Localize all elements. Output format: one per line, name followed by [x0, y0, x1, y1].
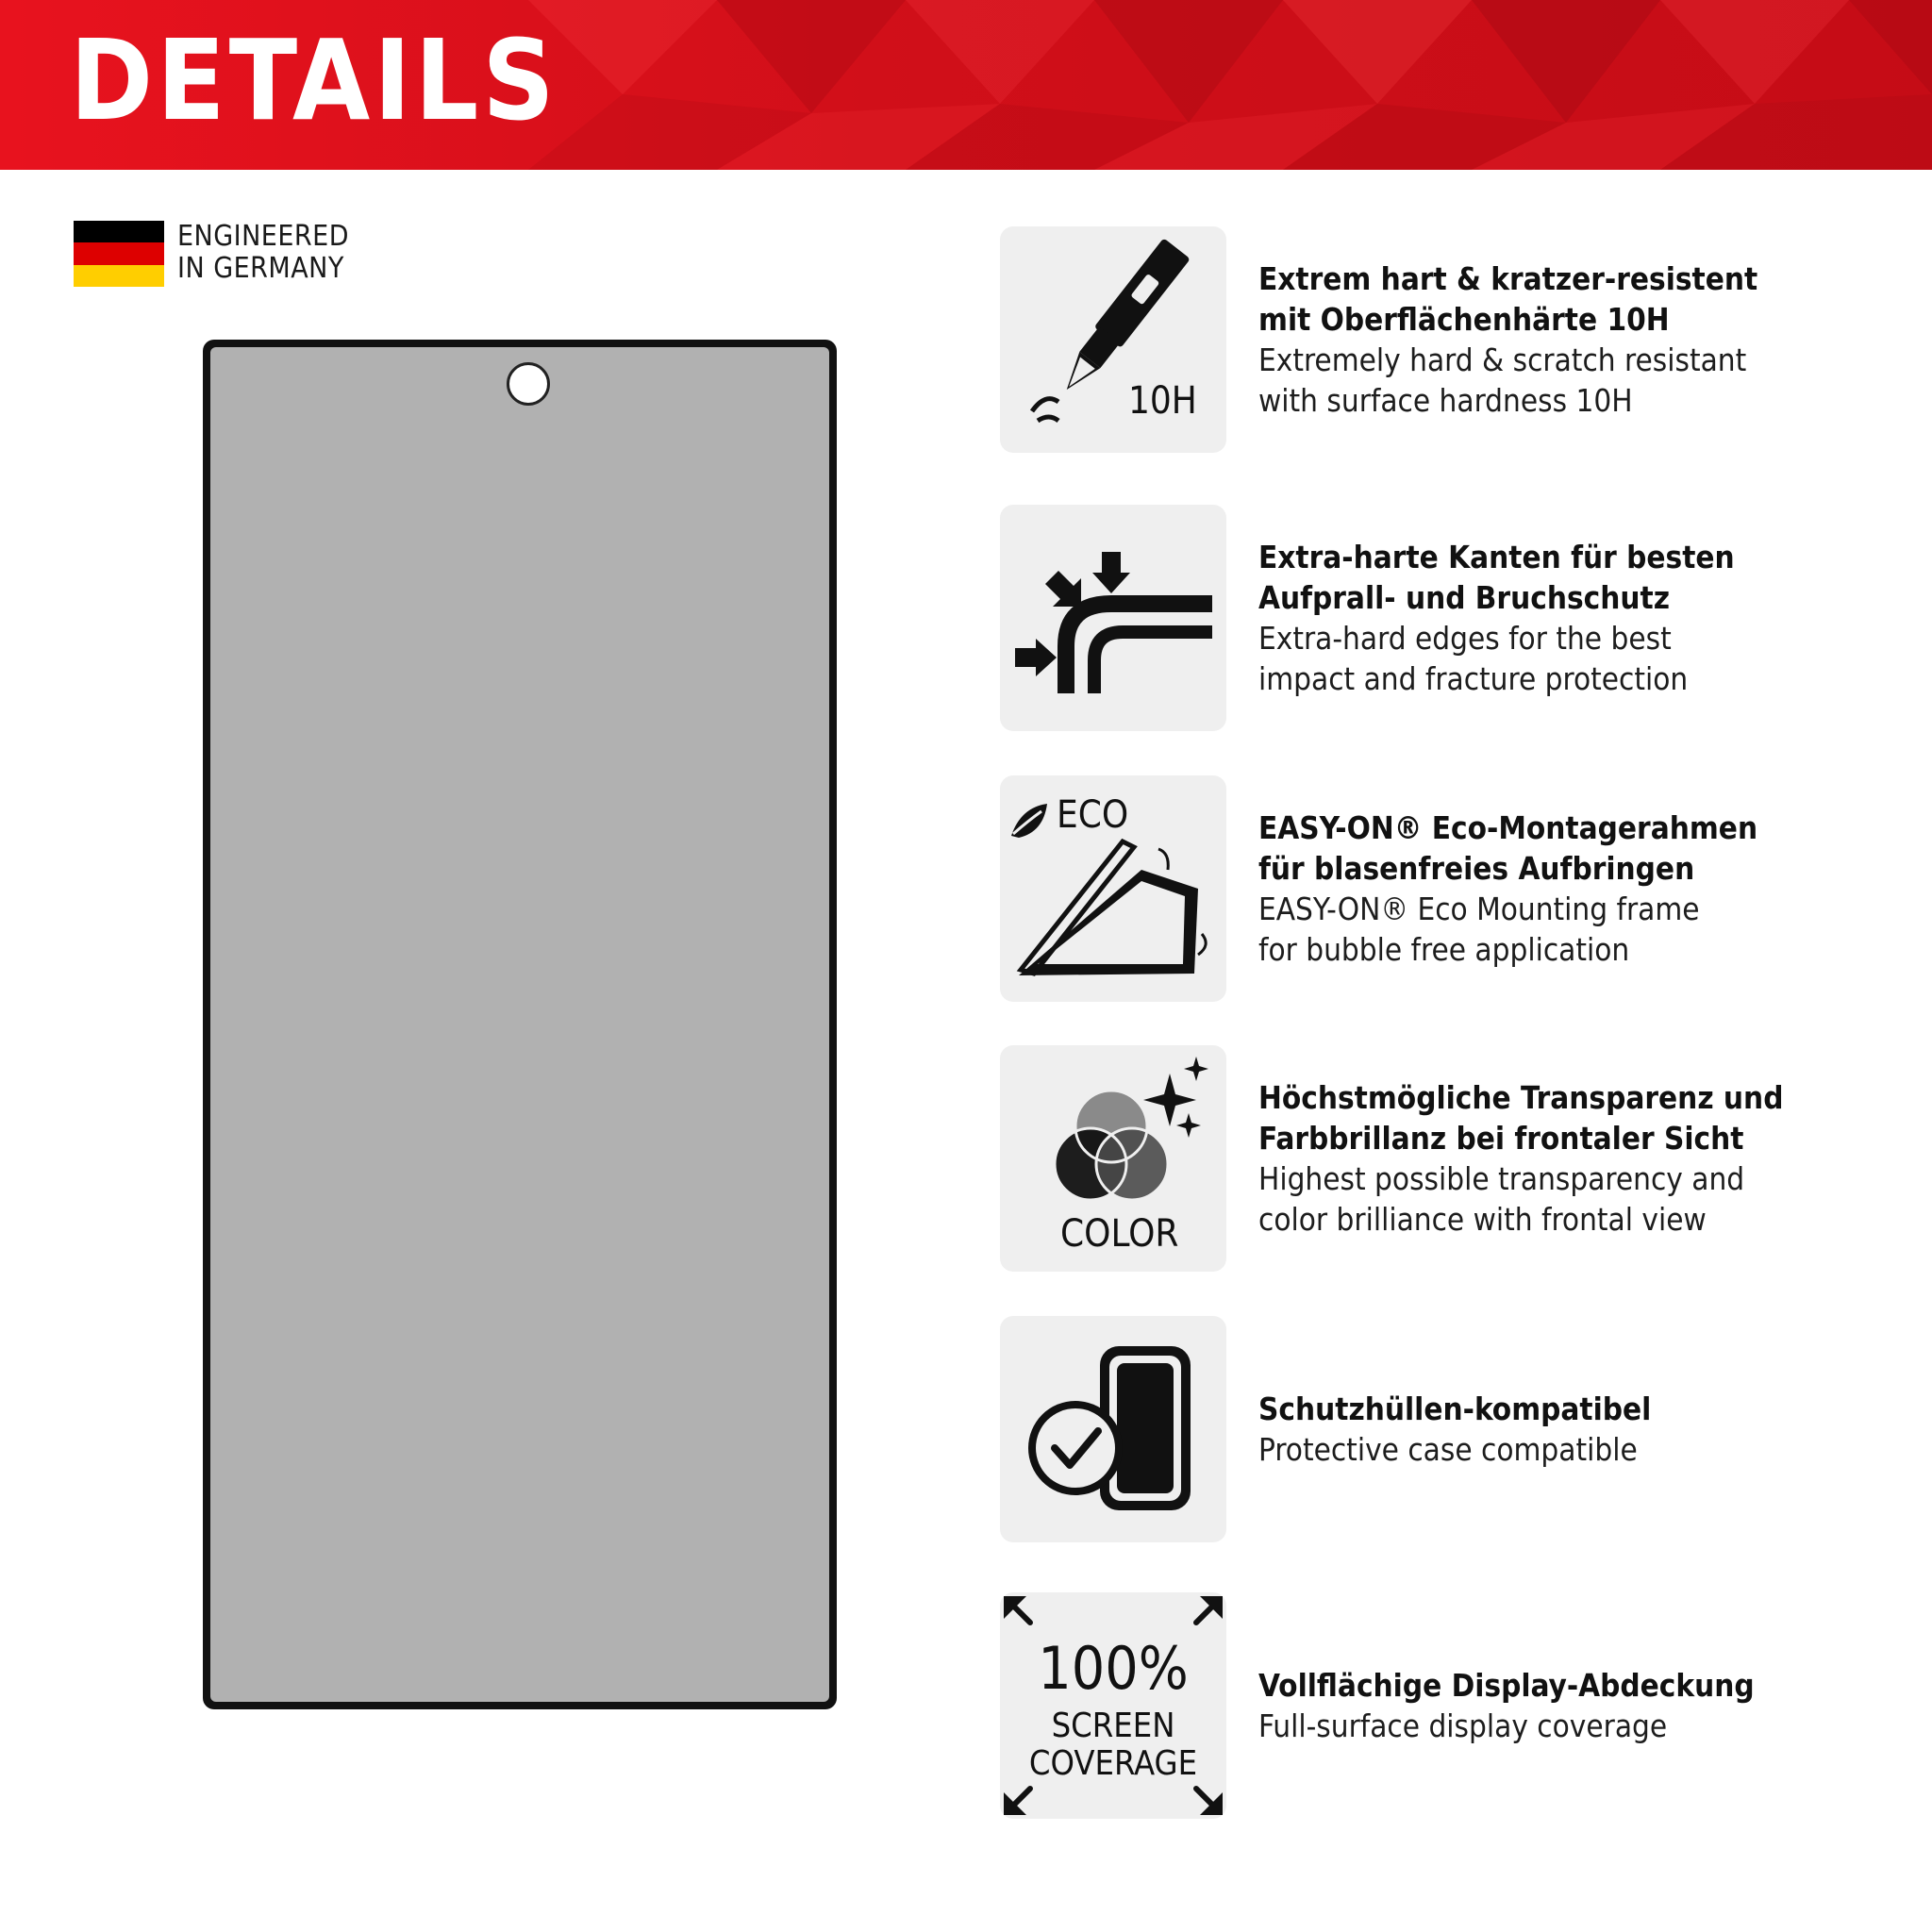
text-line: with surface hardness 10H — [1258, 382, 1633, 419]
color-circles-icon — [1000, 1045, 1226, 1272]
feature-title-en — [1258, 1158, 1843, 1240]
text-line: Schutzhüllen-kompatibel — [1258, 1391, 1652, 1427]
protector-glass — [210, 347, 829, 1702]
feature-title-en — [1258, 1429, 1843, 1470]
text-line: EASY-ON® Eco-Montagerahmen — [1258, 809, 1758, 846]
feature-text — [1258, 226, 1843, 453]
feature-title-en — [1258, 618, 1843, 699]
feature-title-de — [1258, 1077, 1843, 1158]
feature-text — [1258, 1592, 1843, 1819]
feature-title-en — [1258, 1706, 1843, 1746]
text-line: Highest possible transparency and — [1258, 1160, 1745, 1197]
case-compatible-check-icon — [1000, 1316, 1226, 1542]
origin-line-1: ENGINEERED — [177, 220, 349, 253]
feature-title-de — [1258, 808, 1843, 889]
text-line: Extra-hard edges for the best — [1258, 620, 1672, 657]
text-line: für blasenfreies Aufbringen — [1258, 850, 1695, 887]
tile-label-100-percent: 100% — [1038, 1634, 1189, 1703]
text-line: Höchstmögliche Transparenz und — [1258, 1079, 1784, 1116]
feature-title-de — [1258, 537, 1843, 618]
feature-color-transparency — [1000, 1045, 1830, 1272]
tile-label-color: COLOR — [1060, 1212, 1179, 1256]
text-line: Aufprall- und Bruchschutz — [1258, 579, 1670, 616]
feature-title-de — [1258, 1389, 1843, 1429]
full-coverage-arrows-icon — [1000, 1592, 1226, 1819]
tile-label-10h: 10H — [1128, 379, 1197, 423]
text-line: Protective case compatible — [1258, 1431, 1638, 1468]
tile-label-screen: SCREEN — [1051, 1707, 1175, 1745]
camera-cutout — [507, 362, 550, 406]
feature-hard-edges — [1000, 505, 1830, 731]
germany-flag-icon — [74, 221, 164, 287]
text-line: mit Oberflächenhärte 10H — [1258, 301, 1670, 338]
text-line: for bubble free application — [1258, 931, 1630, 968]
feature-easy-on-eco — [1000, 775, 1830, 1002]
feature-full-coverage — [1000, 1592, 1830, 1819]
feature-text — [1258, 775, 1843, 1002]
text-line: impact and fracture protection — [1258, 660, 1689, 697]
tile-label-coverage: COVERAGE — [1028, 1744, 1198, 1783]
text-line: Farbbrillanz bei frontaler Sicht — [1258, 1120, 1744, 1157]
feature-title-en — [1258, 340, 1843, 421]
page-title: DETAILS — [70, 15, 558, 145]
text-line: Vollflächige Display-Abdeckung — [1258, 1667, 1755, 1704]
feature-title-de — [1258, 258, 1843, 340]
text-line: Extremely hard & scratch resistant — [1258, 341, 1747, 378]
screen-protector-illustration — [203, 340, 837, 1709]
origin-text — [177, 221, 366, 285]
eco-mounting-frame-icon — [1000, 775, 1226, 1002]
tile-label-eco: ECO — [1057, 793, 1129, 837]
text-line: EASY-ON® Eco Mounting frame — [1258, 891, 1700, 927]
feature-case-compatible — [1000, 1316, 1830, 1542]
text-line: Extra-harte Kanten für besten — [1258, 539, 1735, 575]
feature-title-de — [1258, 1665, 1843, 1706]
feature-hardness — [1000, 226, 1830, 453]
text-line: Extrem hart & kratzer-resistent — [1258, 260, 1758, 297]
feature-text — [1258, 1045, 1843, 1272]
text-line: color brilliance with frontal view — [1258, 1201, 1707, 1238]
cutter-knife-icon — [1000, 226, 1226, 453]
origin-line-2: IN GERMANY — [177, 252, 344, 285]
header-banner — [0, 0, 1932, 170]
text-line: Full-surface display coverage — [1258, 1707, 1668, 1744]
hard-edge-impact-icon — [1000, 505, 1226, 731]
feature-text — [1258, 505, 1843, 731]
feature-text — [1258, 1316, 1843, 1542]
feature-title-en — [1258, 889, 1843, 970]
